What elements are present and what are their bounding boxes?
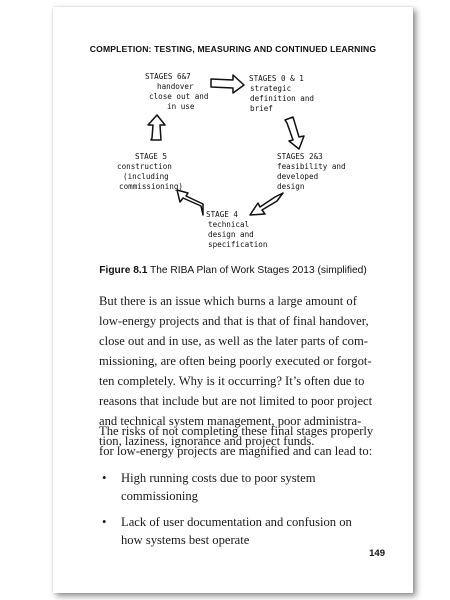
list-item-line: Lack of user documentation and confusion on [121, 515, 352, 529]
paragraph-line: But there is an issue which burns a large amount of [99, 294, 357, 308]
stages-6-7-line2: close out and [149, 92, 209, 101]
stages-6-7-title: STAGES 6&7 [145, 72, 191, 81]
stage-5-line1: construction [117, 162, 172, 171]
stages-2-3-line3: design [277, 182, 305, 191]
stages-0-1-line1: strategic [250, 84, 292, 93]
paragraph-line: tion, laziness, ignorance and project funds. [99, 434, 315, 448]
list-item [99, 513, 381, 549]
arrow-upper-left [148, 115, 165, 140]
bullet-glyph: • [102, 515, 107, 529]
stages-2-3-line2: developed [277, 172, 319, 181]
paragraph-line: ten completely. Why is it occurring? It’s often due to [99, 374, 365, 388]
paragraph-line: for low-energy projects are magnified and can lead to: [99, 444, 373, 458]
body-paragraph-2 [99, 421, 381, 461]
running-head: COMPLETION: TESTING, MEASURING AND CONTINUED LEARNING [89, 44, 377, 54]
paragraph-line: close out and in use, as well as the later parts of com- [99, 334, 368, 348]
stage-5-line3: commissioning) [119, 182, 184, 191]
figure-caption-text: The RIBA Plan of Work Stages 2013 (simplified) [147, 265, 367, 276]
stages-0-1-title: STAGES 0 & 1 [249, 74, 304, 83]
stage-5-line2: (including [123, 172, 169, 181]
arrow-lower-left [177, 190, 203, 215]
risk-bullet-list [99, 469, 381, 557]
list-item [99, 469, 381, 505]
figure-label: Figure 8.1 [99, 265, 148, 276]
arrow-upper-right [285, 117, 304, 149]
stages-6-7-line1: handover [157, 82, 194, 91]
paragraph-line: missioning, are often being poorly executed or forgot- [99, 354, 372, 368]
stage-4-title: STAGE 4 [206, 210, 239, 219]
stages-2-3-title: STAGES 2&3 [277, 152, 323, 161]
paragraph-line: reasons that include but are not limited to poor project [99, 394, 373, 408]
arrow-lower-right [250, 193, 283, 215]
paragraph-line: The risks of not completing these final stages properly [99, 424, 374, 438]
stages-6-7-line3: in use [167, 102, 195, 111]
stages-0-1-line2: definition and [250, 94, 315, 103]
stage-4-line1: technical [208, 220, 250, 229]
stage-4-line3: specification [208, 240, 268, 249]
figure-caption [53, 265, 413, 276]
page-number: 149 [369, 548, 385, 559]
paragraph-line: and technical system management, poor administra- [99, 414, 362, 428]
stage-5-title: STAGE 5 [135, 152, 168, 161]
riba-stages-diagram [53, 65, 413, 265]
list-item-line: how systems best operate [121, 533, 250, 547]
arrow-top [211, 75, 244, 93]
stages-0-1-line3: brief [250, 104, 273, 113]
book-page [53, 7, 413, 593]
stage-4-line2: design and [208, 230, 254, 239]
bullet-glyph: • [102, 471, 107, 485]
paragraph-line: low-energy projects and that is that of final handover, [99, 314, 369, 328]
stages-2-3-line1: feasibility and [277, 162, 346, 171]
list-item-line: commissioning [121, 489, 198, 503]
list-item-line: High running costs due to poor system [121, 471, 316, 485]
